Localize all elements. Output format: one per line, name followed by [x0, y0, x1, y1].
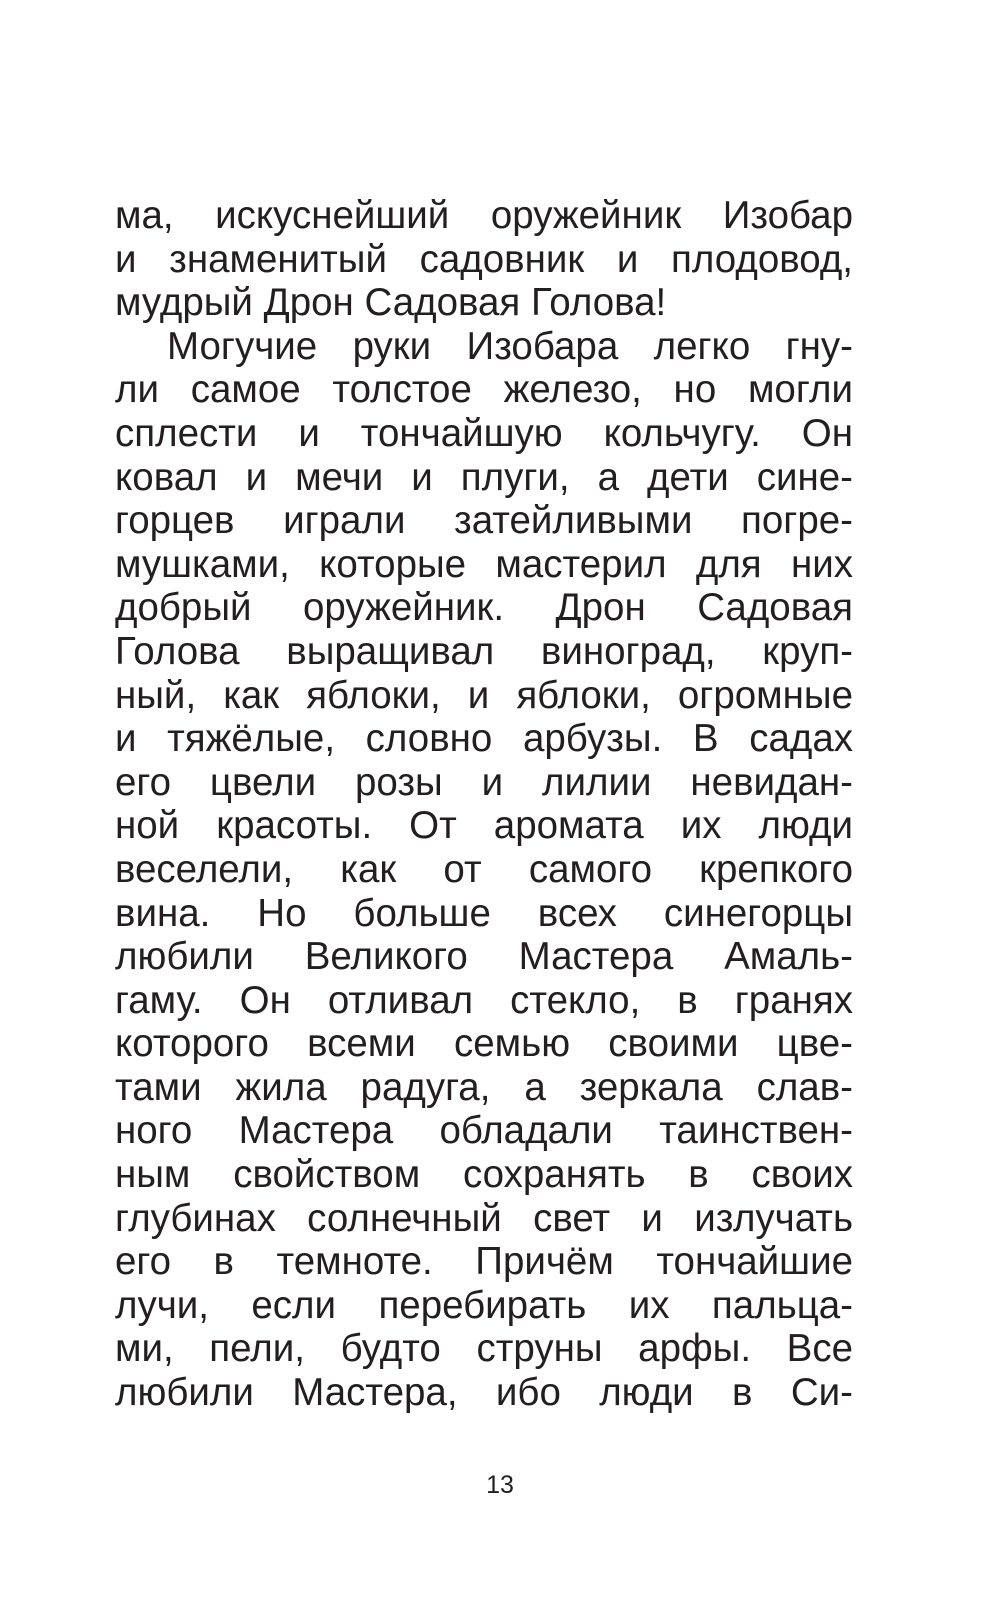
- text-line: лучи, если перебирать их пальца-: [115, 1283, 853, 1327]
- text-line: и тяжёлые, словно арбузы. В садах: [115, 717, 853, 761]
- text-line: вина. Но больше всех синегорцы: [115, 891, 853, 935]
- text-line: ли самое толстое железо, но могли: [115, 368, 853, 412]
- text-line: которого всеми семью своими цве-: [115, 1022, 853, 1066]
- page-number: 13: [486, 1471, 514, 1499]
- text-line: его в темноте. Причём тончайшие: [115, 1240, 853, 1284]
- text-line: ным свойством сохранять в своих: [115, 1153, 853, 1197]
- text-line: ного Мастера обладали таинствен-: [115, 1109, 853, 1153]
- text-line: ной красоты. От аромата их люди: [115, 804, 853, 848]
- text-line: сплести и тончайшую кольчугу. Он: [115, 411, 853, 455]
- text-line: и знаменитый садовник и плодовод,: [115, 237, 853, 281]
- text-line: ный, как яблоки, и яблоки, огромные: [115, 673, 853, 717]
- text-line: ми, пели, будто струны арфы. Все: [115, 1327, 853, 1371]
- text-line: тами жила радуга, а зеркала слав-: [115, 1065, 853, 1109]
- text-line: любили Великого Мастера Амаль-: [115, 935, 853, 979]
- text-line: добрый оружейник. Дрон Садовая: [115, 586, 853, 630]
- text-line: мушками, которые мастерил для них: [115, 542, 853, 586]
- paragraph-start-line: Могучие руки Изобара легко гну-: [167, 324, 853, 368]
- text-line: гаму. Он отливал стекло, в гранях: [115, 978, 853, 1022]
- text-line: мудрый Дрон Садовая Голова!: [115, 281, 667, 325]
- text-line: ма, искуснейший оружейник Изобар: [115, 194, 853, 237]
- text-line: Голова выращивал виноград, круп-: [115, 629, 853, 673]
- text-line: веселели, как от самого крепкого: [115, 847, 853, 891]
- text-line: ковал и мечи и плуги, а дети сине-: [115, 455, 853, 499]
- text-line: любили Мастера, ибо люди в Си-: [115, 1371, 853, 1415]
- text-line: его цвели розы и лилии невидан-: [115, 760, 853, 804]
- body-text: [115, 194, 853, 1415]
- text-line: глубинах солнечный свет и излучать: [115, 1196, 853, 1240]
- text-line: горцев играли затейливыми погре-: [115, 499, 853, 543]
